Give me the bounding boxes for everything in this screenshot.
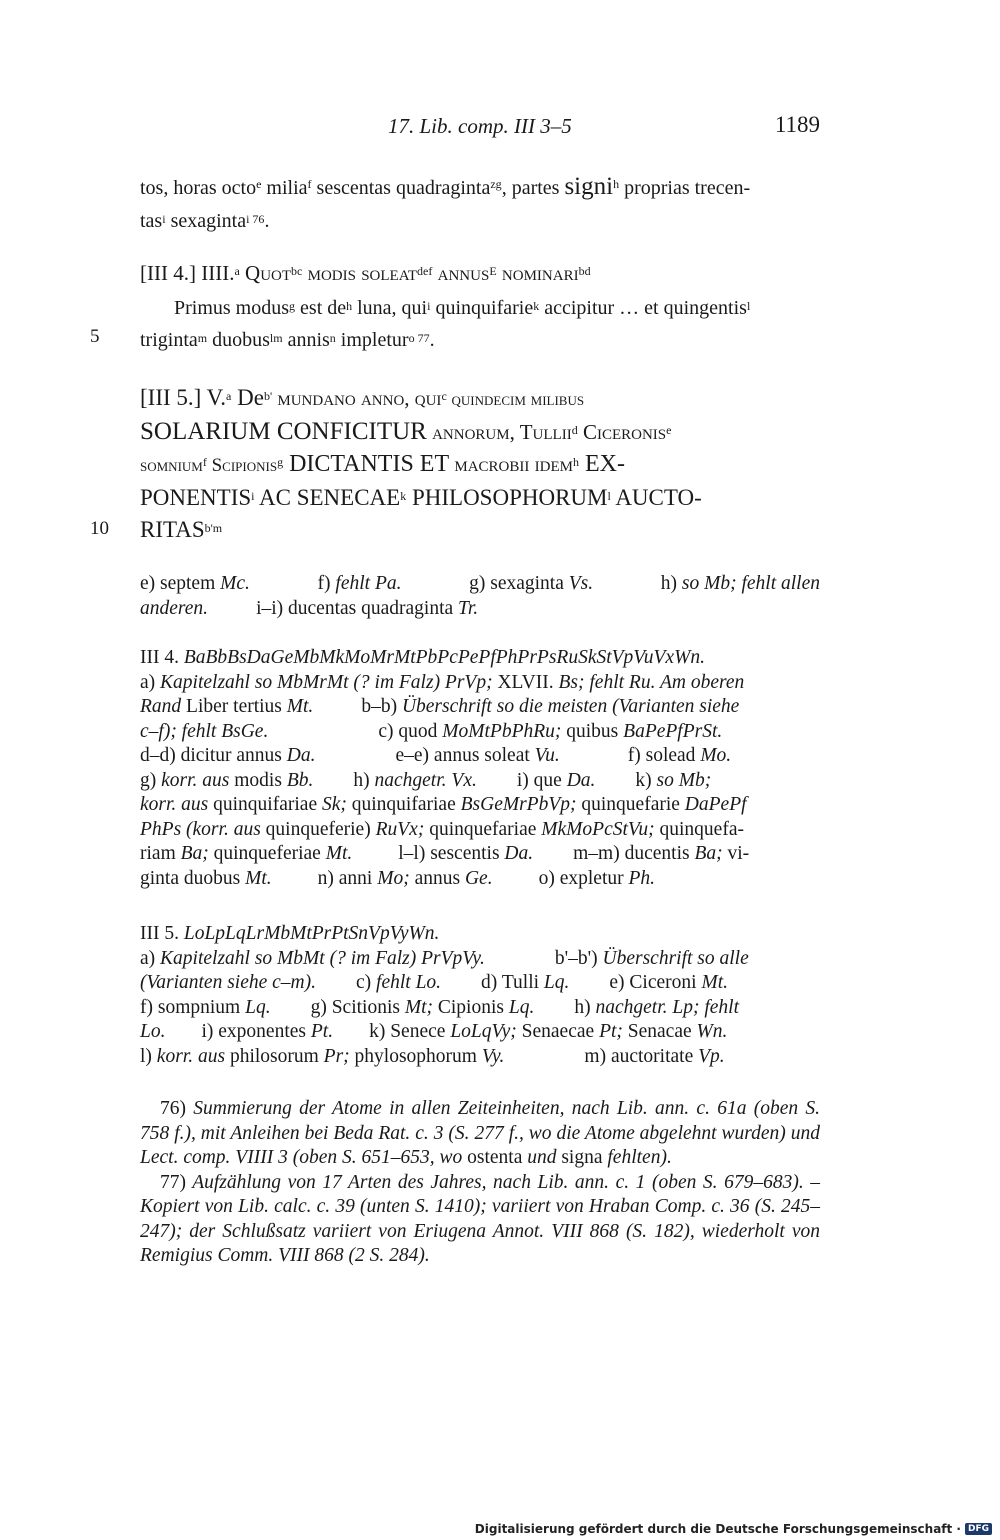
critical-apparatus-3: III 5. LoLpLqLrMbMtPrPtSnVpVyWn. a) Kapitelzahl so MbMt (? im Falz) PrVpVy. b'–b') Überschrift so alle (Varianten siehe c–m). c) fehlt Lo. d) Tulli Lq. e) Ciceroni Mt. f) sompnium Lq. g) Scitionis Mt; Cipionis Lq. h) nachgetr. Lp; fehlt Lo. i) exponentes Pt. k) Senece LoLqVy; Senaecae Pt; Senacae Wn. l) korr. aus philosorum Pr; phylosophorum Vy. m) auctoritate Vp. [140, 923, 749, 1067]
footnotes [140, 1097, 820, 1269]
footer-text: Digitalisierung gefördert durch die Deutsche Forschungsgemeinschaft · [474, 1522, 961, 1536]
chapter-heading-iii-4: [III 4.] IIII.$^a$ Quot$^{bc}$ modis soleat$^{def}$ annus$^E$ nominari$^{bd}$ [140, 261, 591, 285]
main-text-paragraph-1: tos, horas octo$^e$ milia$^f$ sescentas quadraginta$^{zg}$, partes signi$^h$ proprias trecen- tas$^i$ sexaginta$^{i 76}$. [140, 173, 751, 232]
chapter-heading-iii-5: [III 5.] V.$^a$ $De^{b'}$ mundano anno, qui$^c$ quindecim milibus SOLARIUM CONFICITUR annorum, Tullii$^d$ Ciceronis$^e$ somnium$^f$ Scipionis$^g$ DICTANTIS ET macrobii idem$^h$ EX- PONENTIS$^i$ AC SENECAE$^k$ PHILOSOPHORUM$^l$ AUCTO- $RITAS^{b'm}$ [140, 385, 702, 542]
critical-apparatus-1: e) septem Mc. f) fehlt Pa. g) sexaginta Vs. h) so Mb; fehlt allen anderen. i–i) ducentas quadraginta Tr. [140, 573, 820, 619]
critical-apparatus-2: III 4. BaBbBsDaGeMbMkMoMrMtPbPcPePfPhPrPsRuSkStVpVuVxWn. a) Kapitelzahl so MbMrMt (? im Falz) PrVp; XLVII. Bs; fehlt Ru. Am oberen Rand Liber tertius Mt. b–b) Überschrift so die meisten (Varianten siehe c–f); fehlt BsGe. c) quod MoMtPbPhRu; quibus BaPePfPrSt. d–d) dicitur annus Da. e–e) annus soleat Vu. f) solead Mo. g) korr. aus modis Bb. h) nachgetr. Vx. i) que Da. k) so Mb; korr. aus quinquifariae Sk; quinquifariae BsGeMrPbVp; quinquefarie DaPePf PhPs (korr. aus quinqueferie) RuVx; quinquefariae MkMoPcStVu; quinquefa- riam Ba; quinqueferiae Mt. l–l) sescentis Da. m–m) ducentis Ba; vi- ginta duobus Mt. n) anni Mo; annus Ge. o) expletur Ph. [140, 647, 750, 889]
digitization-footer [475, 1522, 992, 1536]
line-number-10: 10 [90, 518, 109, 539]
dfg-logo: DFG [965, 1523, 992, 1535]
main-text-paragraph-2: Primus modus$^g$ est $de^h$ luna, qui$^i$ quinquifarie$^k$ accipitur … et quingentis$^l$ triginta$^m$ duobus$^{lm}$ annis$^n$ impletur$^{o 77}$. [140, 297, 751, 351]
line-number-5: 5 [90, 326, 100, 347]
footnote-77: 77) Aufzählung von 17 Arten des Jahres, nach Lib. ann. c. 1 (oben S. 679–683). – Kopiert von Lib. calc. c. 39 (unten S. 1410); variiert von Hraban Comp. c. 36 (S. 245–247); der Schlußsatz variiert von Eriugena Annot. VIII 868 (S. 182), wiederholt von Remigius Comm. VIII 868 (2 S. 284). [140, 1171, 820, 1266]
footnote-76: 76) Summierung der Atome in allen Zeiteinheiten, nach Lib. ann. c. 61a (oben S. 758 f.), mit Anleihen bei Beda Rat. c. 3 (S. 277 f., wo die Atome abgelehnt wurden) und Lect. comp. VIIII 3 (oben S. 651–653, wo ostenta und signa fehlten). [140, 1098, 820, 1168]
page-number: 1189 [774, 112, 820, 137]
running-head-title: 17. Lib. comp. III 3–5 [388, 114, 572, 138]
